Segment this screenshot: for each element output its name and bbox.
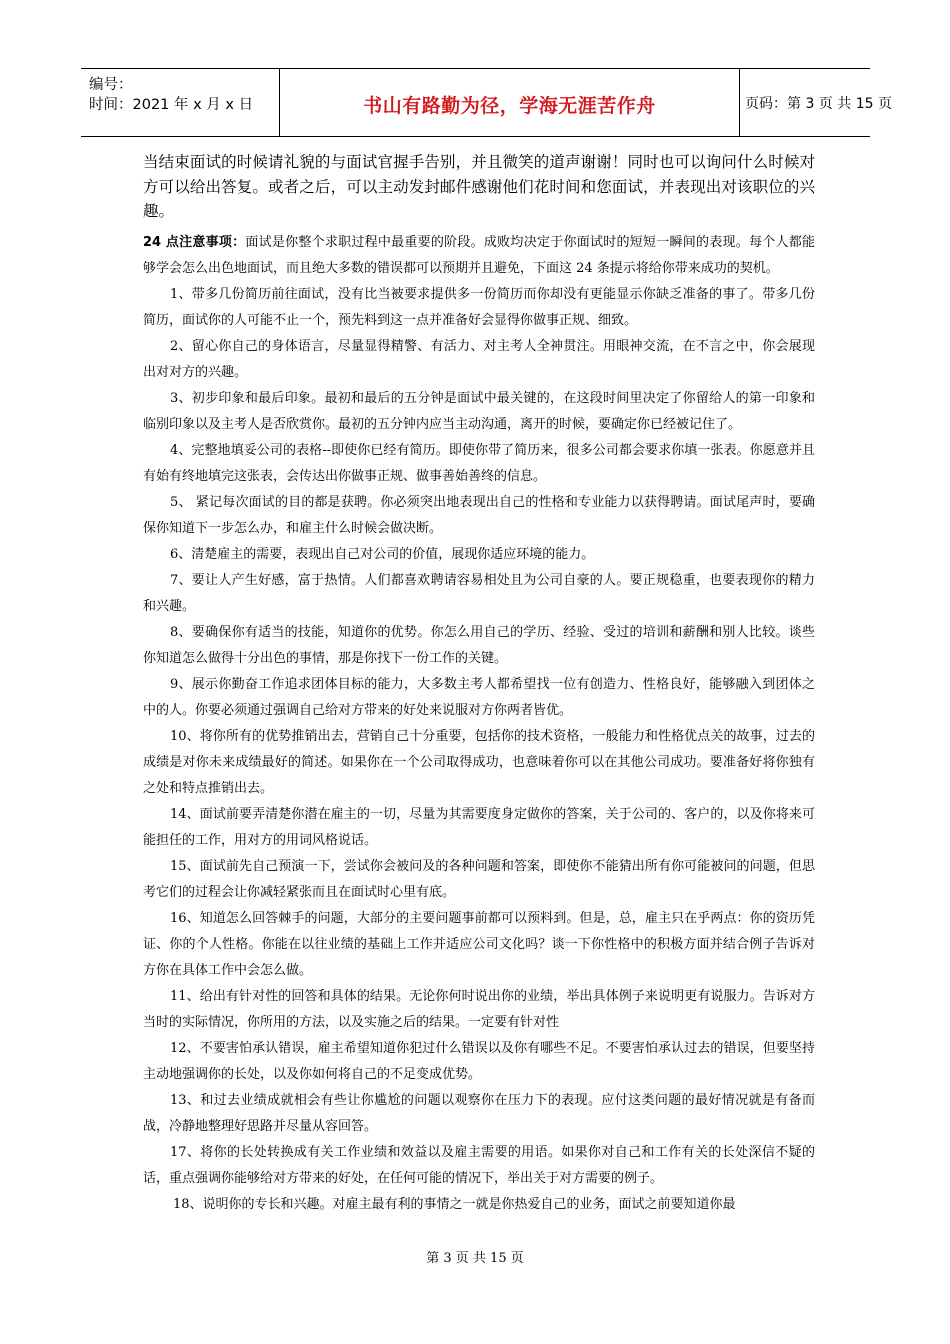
header-meta-cell	[81, 69, 279, 136]
tip-item: 11、给出有针对性的回答和具体的结果。无论你何时说出你的业绩，举出具体例子来说明更有说服力。告诉对方当时的实际情况，你所用的方法，以及实施之后的结果。一定要有针对性	[143, 988, 815, 1030]
header-motto: 书山有路勤为径，学海无涯苦作舟	[363, 95, 656, 117]
tip-item: 13、和过去业绩成就相会有些让你尴尬的问题以观察你在压力下的表现。应付这类问题的最好情况就是有备而战，冷静地整理好思路并尽量从容回答。	[143, 1092, 815, 1134]
tip-item: 3、初步印象和最后印象。最初和最后的五分钟是面试中最关键的，在这段时间里决定了你留给人的第一印象和临别印象以及主考人是否欣赏你。最初的五分钟内应当主动沟通，离开的时候，要确定你已经被记住了。	[143, 390, 815, 432]
document-body	[143, 150, 815, 1218]
tip-item: 1、带多几份简历前往面试，没有比当被要求提供多一份简历而你却没有更能显示你缺乏准备的事了。带多几份简历，面试你的人可能不止一个，预先料到这一点并准备好会显得你做事正规、细致。	[143, 286, 815, 328]
document-date-label: 时间：2021 年 x 月 x 日	[89, 97, 254, 113]
tip-item: 6、清楚雇主的需要，表现出自己对公司的价值，展现你适应环境的能力。	[170, 546, 595, 562]
tip-item: 18、说明你的专长和兴趣。对雇主最有利的事情之一就是你热爱自己的业务，面试之前要知道你最	[173, 1196, 736, 1212]
tip-item: 4、完整地填妥公司的表格--即使你已经有简历。即使你带了简历来，很多公司都会要求你填一张表。你愿意并且有始有终地填完这张表，会传达出你做事正规、做事善始善终的信息。	[143, 442, 815, 484]
page-footer: 第 3 页 共 15 页	[426, 1251, 524, 1266]
tip-item: 7、要让人产生好感，富于热情。人们都喜欢聘请容易相处且为公司自豪的人。要正规稳重，也要表现你的精力和兴趣。	[143, 572, 815, 614]
header-page-number: 页码：第 3 页 共 15 页	[745, 96, 892, 112]
tip-item: 17、将你的长处转换成有关工作业绩和效益以及雇主需要的用语。如果你对自己和工作有关的长处深信不疑的话，重点强调你能够给对方带来的好处，在任何可能的情况下，举出关于对方需要的例子。	[143, 1144, 815, 1186]
tip-item: 5、 紧记每次面试的目的都是获聘。你必须突出地表现出自己的性格和专业能力以获得聘请。面试尾声时，要确保你知道下一步怎么办，和雇主什么时候会做决断。	[143, 494, 815, 536]
lead-paragraph	[143, 230, 815, 282]
tip-item: 15、面试前先自己预演一下，尝试你会被问及的各种问题和答案，即使你不能猜出所有你可能被问的问题，但思考它们的过程会让你减轻紧张而且在面试时心里有底。	[143, 858, 815, 900]
header-page-cell	[738, 69, 892, 136]
tip-item: 16、知道怎么回答棘手的问题，大部分的主要问题事前都可以预料到。但是，总，雇主只在乎两点：你的资历凭证、你的个人性格。你能在以往业绩的基础上工作并适应公司文化吗？谈一下你性格中的积极方面并结合例子告诉对方你在具体工作中会怎么做。	[143, 910, 815, 978]
tip-item: 10、将你所有的优势推销出去，营销自己十分重要，包括你的技术资格，一般能力和性格优点关的故事，过去的成绩是对你未来成绩最好的简述。如果你在一个公司取得成功，也意味着你可以在其他公司成功。要准备好将你独有之处和特点推销出去。	[143, 728, 815, 796]
tip-item: 8、要确保你有适当的技能，知道你的优势。你怎么用自己的学历、经验、受过的培训和薪酬和别人比较。谈些你知道怎么做得十分出色的事情，那是你找下一份工作的关键。	[143, 624, 815, 666]
lead-title: 24 点注意事项：	[143, 234, 246, 250]
intro-paragraph: 当结束面试的时候请礼貌的与面试官握手告别，并且微笑的道声谢谢！同时也可以询问什么时候对方可以给出答复。或者之后，可以主动发封邮件感谢他们花时间和您面试，并表现出对该职位的兴趣。	[143, 153, 815, 220]
header-motto-cell	[279, 69, 740, 136]
tip-item: 2、留心你自己的身体语言，尽量显得精警、有活力、对主考人全神贯注。用眼神交流，在不言之中，你会展现出对对方的兴趣。	[143, 338, 815, 380]
tip-item: 12、不要害怕承认错误，雇主希望知道你犯过什么错误以及你有哪些不足。不要害怕承认过去的错误，但要坚持主动地强调你的长处，以及你如何将自己的不足变成优势。	[143, 1040, 815, 1082]
tip-item: 14、面试前要弄清楚你潜在雇主的一切，尽量为其需要度身定做你的答案，关于公司的、客户的，以及你将来可能担任的工作，用对方的用词风格说话。	[143, 806, 815, 848]
document-code-label: 编号：	[89, 77, 133, 93]
lead-text: 面试是你整个求职过程中最重要的阶段。成败均决定于你面试时的短短一瞬间的表现。每个人都能够学会怎么出色地面试，而且绝大多数的错误都可以预期并且避免，下面这 24 条提示将给你带来成功的契机。	[143, 234, 815, 276]
page-header	[81, 68, 892, 137]
tip-item: 9、展示你勤奋工作追求团体目标的能力，大多数主考人都希望找一位有创造力、性格良好，能够融入到团体之中的人。你要必须通过强调自己给对方带来的好处来说服对方你两者皆优。	[143, 676, 815, 718]
